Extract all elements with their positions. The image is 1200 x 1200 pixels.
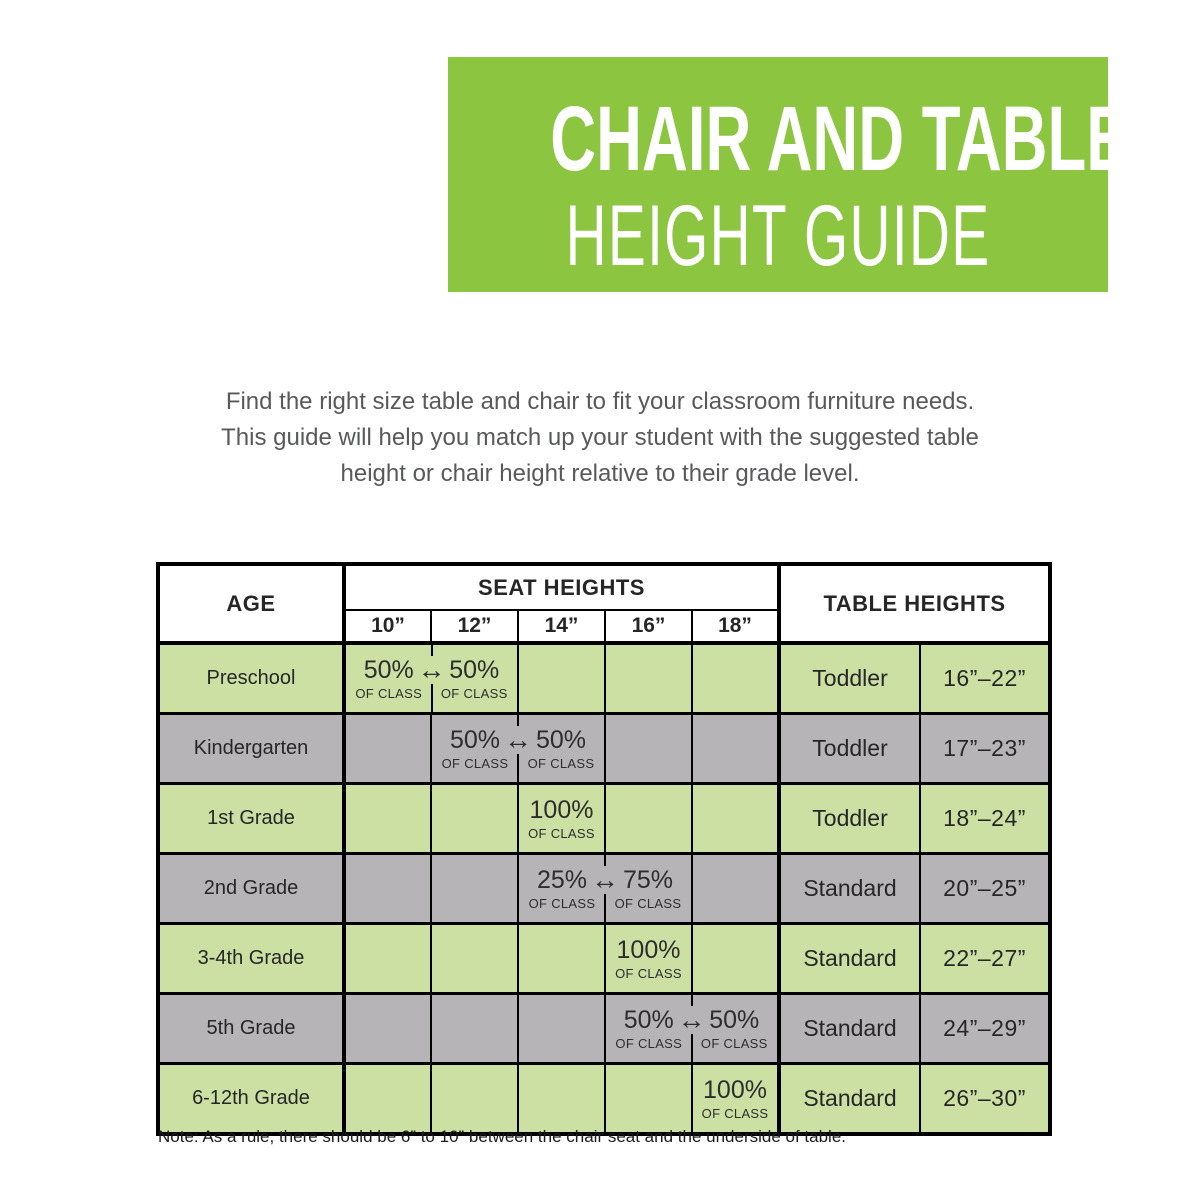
empty-cell <box>518 643 605 714</box>
pct-sublabel: OF CLASS <box>700 1035 768 1051</box>
empty-cell <box>692 924 779 994</box>
table-type-cell: Standard <box>779 924 920 994</box>
pct-sublabel: OF CLASS <box>615 1035 683 1051</box>
empty-cell <box>692 854 779 924</box>
intro-line-1: Find the right size table and chair to fit your classroom furniture needs. <box>225 388 975 415</box>
empty-cell <box>605 1064 692 1135</box>
table-row-6-12th-grade <box>158 1064 1050 1135</box>
empty-cell <box>431 1064 518 1135</box>
empty-cell <box>344 784 431 854</box>
table-heights-header: TABLE HEIGHTS <box>779 564 1050 643</box>
pct-sublabel: OF CLASS <box>441 755 509 771</box>
pct-value: 100% <box>616 935 681 964</box>
table-row-5th-grade <box>158 994 1050 1064</box>
row-age-label: 5th Grade <box>158 994 344 1064</box>
pct-value: 50% <box>709 1005 760 1034</box>
footnote: Note: As a rule, there should be 6” to 10” between the chair seat and the underside of table. <box>158 1127 847 1146</box>
seat-distribution-cell <box>692 1064 779 1135</box>
table-row-3-4th-grade <box>158 924 1050 994</box>
pct-sublabel: OF CLASS <box>615 965 682 981</box>
table-range-cell: 24”–29” <box>920 994 1050 1064</box>
seat-distribution-cell <box>605 994 779 1064</box>
page-subtitle: HEIGHT GUIDE <box>565 188 991 284</box>
empty-cell <box>344 1064 431 1135</box>
pct-value: 50% <box>363 655 414 684</box>
seat-heights-header: SEAT HEIGHTS <box>344 564 779 610</box>
seat-size-16: 16” <box>605 610 692 643</box>
empty-cell <box>344 994 431 1064</box>
empty-cell <box>431 784 518 854</box>
left-right-arrow-icon: ↔ <box>591 864 619 895</box>
seat-distribution-cell <box>518 784 605 854</box>
empty-cell <box>518 994 605 1064</box>
table-range-cell: 16”–22” <box>920 643 1050 714</box>
age-column-header: AGE <box>158 564 344 643</box>
empty-cell <box>605 643 692 714</box>
empty-cell <box>431 854 518 924</box>
row-age-label: 6-12th Grade <box>158 1064 344 1135</box>
pct-block <box>519 785 604 852</box>
seat-distribution-cell <box>431 714 605 784</box>
table-row-1st-grade <box>158 784 1050 854</box>
row-age-label: Preschool <box>158 643 344 714</box>
title-banner <box>448 57 1129 292</box>
pct-pair <box>606 995 777 1062</box>
intro-paragraph <box>0 384 1200 492</box>
pct-sublabel: OF CLASS <box>440 685 508 701</box>
pct-value: 50% <box>535 725 587 754</box>
pct-sublabel: OF CLASS <box>528 895 596 911</box>
table-type-cell: Standard <box>779 994 920 1064</box>
seat-size-14: 14” <box>518 610 605 643</box>
row-age-label: Kindergarten <box>158 714 344 784</box>
row-age-label: 3-4th Grade <box>158 924 344 994</box>
pct-value: 50% <box>449 725 501 754</box>
pct-sublabel: OF CLASS <box>614 895 682 911</box>
empty-cell <box>344 854 431 924</box>
table-type-cell: Toddler <box>779 714 920 784</box>
pct-value: 100% <box>703 1075 767 1104</box>
empty-cell <box>344 714 431 784</box>
table-type-cell: Standard <box>779 854 920 924</box>
empty-cell <box>692 784 779 854</box>
intro-line-2: This guide will help you match up your student with the suggested table <box>221 424 979 451</box>
empty-cell <box>605 784 692 854</box>
pct-value: 100% <box>529 795 594 824</box>
pct-sublabel: OF CLASS <box>355 685 423 701</box>
empty-cell <box>518 1064 605 1135</box>
table-range-cell: 22”–27” <box>920 924 1050 994</box>
empty-cell <box>605 714 692 784</box>
table-header-row <box>158 564 1050 610</box>
intro-line-3: height or chair height relative to their grade level. <box>340 460 860 487</box>
pct-sublabel: OF CLASS <box>528 825 595 841</box>
pct-block <box>606 925 691 992</box>
height-guide-table <box>156 562 1052 1136</box>
pct-pair <box>432 715 604 782</box>
pct-value: 50% <box>449 655 500 684</box>
row-age-label: 2nd Grade <box>158 854 344 924</box>
pct-value: 25% <box>536 865 588 894</box>
table-range-cell: 18”–24” <box>920 784 1050 854</box>
seat-size-10: 10” <box>344 610 431 643</box>
left-right-arrow-icon: ↔ <box>677 1004 706 1035</box>
empty-cell <box>692 714 779 784</box>
seat-distribution-cell <box>518 854 692 924</box>
empty-cell <box>431 994 518 1064</box>
table-range-cell: 26”–30” <box>920 1064 1050 1135</box>
table-type-cell: Toddler <box>779 784 920 854</box>
empty-cell <box>431 924 518 994</box>
seat-size-12: 12” <box>431 610 518 643</box>
seat-distribution-cell <box>344 643 518 714</box>
table-row-kindergarten <box>158 714 1050 784</box>
seat-distribution-cell <box>605 924 692 994</box>
left-right-arrow-icon: ↔ <box>417 654 446 685</box>
pct-value: 75% <box>622 865 674 894</box>
table-row-preschool <box>158 643 1050 714</box>
table-row-2nd-grade <box>158 854 1050 924</box>
table-range-cell: 20”–25” <box>920 854 1050 924</box>
table-type-cell: Toddler <box>779 643 920 714</box>
pct-block <box>693 1065 777 1132</box>
page-title: CHAIR AND TABLE <box>550 88 1129 190</box>
left-right-arrow-icon: ↔ <box>504 724 532 755</box>
row-age-label: 1st Grade <box>158 784 344 854</box>
table-type-cell: Standard <box>779 1064 920 1135</box>
pct-value: 50% <box>623 1005 674 1034</box>
empty-cell <box>344 924 431 994</box>
empty-cell <box>692 643 779 714</box>
seat-size-18: 18” <box>692 610 779 643</box>
pct-sublabel: OF CLASS <box>527 755 595 771</box>
pct-pair <box>346 645 517 712</box>
empty-cell <box>518 924 605 994</box>
pct-pair <box>519 855 691 922</box>
pct-sublabel: OF CLASS <box>701 1105 769 1121</box>
table-range-cell: 17”–23” <box>920 714 1050 784</box>
